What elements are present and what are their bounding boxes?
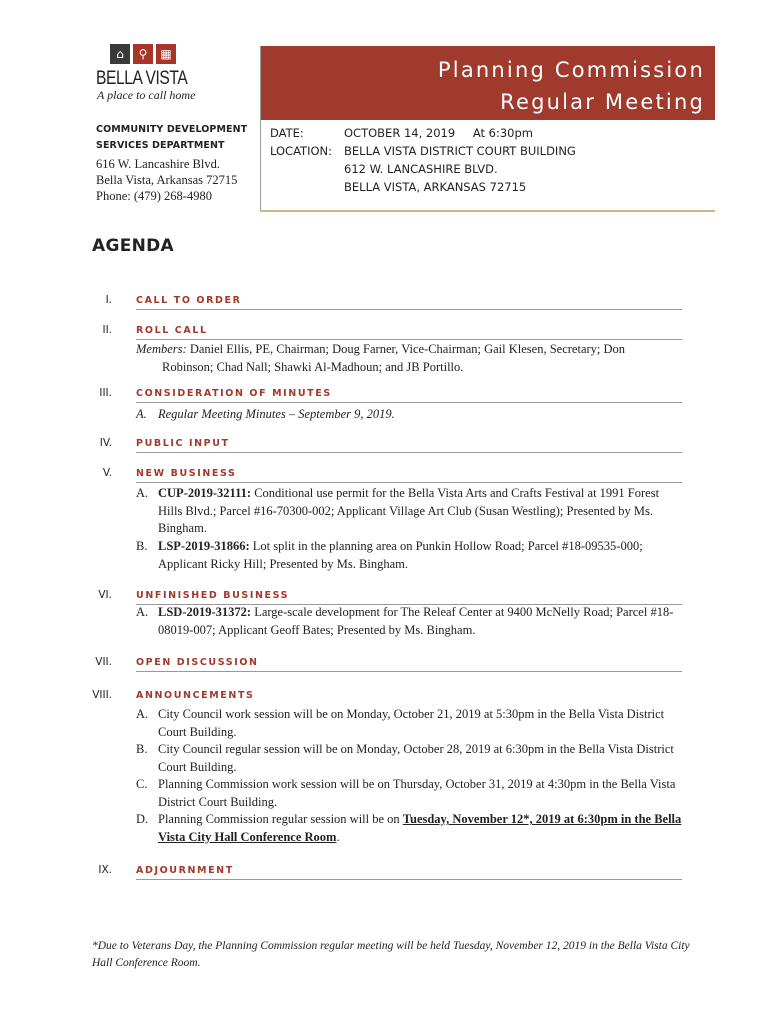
section-number: IV. (99, 437, 112, 449)
bella-vista-logo (96, 44, 206, 114)
section-rule (136, 671, 682, 672)
section-heading: ANNOUNCEMENTS (136, 690, 255, 701)
location-line-1: BELLA VISTA DISTRICT COURT BUILDING (344, 144, 576, 158)
section-heading: NEW BUSINESS (136, 468, 237, 479)
item-letter: B. (136, 539, 148, 553)
section-heading: ADJOURNMENT (136, 865, 234, 876)
location-line-2: 612 W. LANCASHIRE BLVD. (344, 162, 498, 176)
item-text: Large-scale development for The Releaf Center at 9400 McNelly Road; Parcel #18-08019-007; Applicant Geoff Bates; Presented by Ms. Bingham. (158, 605, 674, 637)
item-text: Planning Commission work session will be on Thursday, October 31, 2019 at 4:30pm in the Bella Vista District Court Building. (158, 777, 676, 809)
department-line-2: SERVICES DEPARTMENT (96, 140, 225, 151)
section-heading: UNFINISHED BUSINESS (136, 590, 290, 601)
address-line-1: 616 W. Lancashire Blvd. (96, 157, 220, 171)
section-number: III. (99, 387, 112, 399)
item-text: Planning Commission regular session will be on (158, 812, 403, 826)
list-item (136, 406, 682, 424)
date-value (344, 126, 533, 140)
section-rule (136, 452, 682, 453)
title-line-2: Regular Meeting (500, 90, 705, 114)
section-number: II. (102, 324, 112, 336)
section-heading: CALL TO ORDER (136, 295, 242, 306)
section-heading: CONSIDERATION OF MINUTES (136, 388, 332, 399)
list-item (136, 604, 682, 639)
title-banner (261, 46, 715, 120)
date-label: DATE: (270, 126, 304, 140)
list-item (136, 538, 682, 573)
case-number: LSD-2019-31372: (158, 605, 252, 619)
item-text: Lot split in the planning area on Punkin Hollow Road; Parcel #18-09535-000; Applicant Ricky Hill; Presented by Ms. Bingham. (158, 539, 643, 571)
department-name (96, 122, 247, 154)
phone-number: Phone: (479) 268-4980 (96, 189, 212, 203)
members-line-1: Daniel Ellis, PE, Chairman; Doug Farner, Vice-Chairman; Gail Klesen, Secretary; Don (186, 342, 626, 356)
section-number: VII. (95, 656, 112, 668)
location-line-3: BELLA VISTA, ARKANSAS 72715 (344, 180, 527, 194)
item-text: City Council regular session will be on Monday, October 28, 2019 at 6:30pm in the Bella Vista District Court Building. (158, 742, 674, 774)
case-number: LSP-2019-31866: (158, 539, 250, 553)
section-rule (136, 309, 682, 310)
item-letter: A. (136, 486, 149, 500)
list-item (136, 811, 682, 846)
item-text: Conditional use permit for the Bella Vista Arts and Crafts Festival at 1991 Forest Hills Blvd.; Parcel #16-70300-002; Applicant Village Art Club (Susan Westling); Presented by Ms. Bingham. (158, 486, 660, 535)
department-line-1: COMMUNITY DEVELOPMENT (96, 124, 248, 135)
time-text: At 6:30pm (472, 126, 533, 140)
section-heading: PUBLIC INPUT (136, 438, 230, 449)
item-text: City Council work session will be on Monday, October 21, 2019 at 5:30pm in the Bella Vista District Court Building. (158, 707, 665, 739)
agenda-title: AGENDA (92, 236, 175, 256)
section-number: I. (105, 294, 112, 306)
list-item (136, 706, 682, 741)
item-letter: D. (136, 812, 149, 826)
meeting-location-emphasis: Tuesday, November 12*, 2019 at 6:30pm in the Bella Vista City Hall Conference Room (158, 812, 682, 844)
item-letter: A. (136, 707, 149, 721)
list-item (136, 776, 682, 811)
location-label: LOCATION: (270, 144, 332, 158)
department-address (96, 156, 237, 204)
item-text: Regular Meeting Minutes – September 9, 2019. (158, 407, 395, 421)
list-item (136, 485, 682, 538)
section-heading: ROLL CALL (136, 325, 208, 336)
item-text-end: . (336, 829, 340, 844)
members-label: Members: (136, 342, 187, 356)
item-letter: C. (136, 777, 148, 791)
building-icon: ▦ (156, 44, 176, 64)
list-item (136, 741, 682, 776)
section-rule (136, 402, 682, 403)
section-number: VIII. (92, 689, 112, 701)
house-icon: ⌂ (110, 44, 130, 64)
item-letter: B. (136, 742, 148, 756)
section-rule (136, 339, 682, 340)
title-line-1: Planning Commission (437, 58, 705, 82)
logo-name: BELLA VISTA (96, 68, 188, 89)
item-letter: A. (136, 605, 149, 619)
bicycle-icon: ⚲ (133, 44, 153, 64)
header-divider-horizontal (260, 210, 715, 212)
address-line-2: Bella Vista, Arkansas 72715 (96, 173, 238, 187)
members-line-2: Robinson; Chad Nall; Shawki Al-Madhoun; and JB Portillo. (162, 359, 464, 374)
section-number: VI. (98, 589, 112, 601)
footnote: *Due to Veterans Day, the Planning Commission regular meeting will be held Tuesday, November 12, 2019 in the Bella Vista City Hall Conference Room. (92, 940, 690, 969)
item-letter: A. (136, 407, 147, 421)
logo-tagline: A place to call home (97, 88, 196, 102)
section-number: IX. (98, 864, 112, 876)
date-text: OCTOBER 14, 2019 (344, 126, 456, 140)
case-number: CUP-2019-32111: (158, 486, 252, 500)
section-rule (136, 482, 682, 483)
members-list (136, 341, 682, 376)
section-rule (136, 879, 682, 880)
section-heading: OPEN DISCUSSION (136, 657, 259, 668)
section-number: V. (102, 467, 112, 479)
